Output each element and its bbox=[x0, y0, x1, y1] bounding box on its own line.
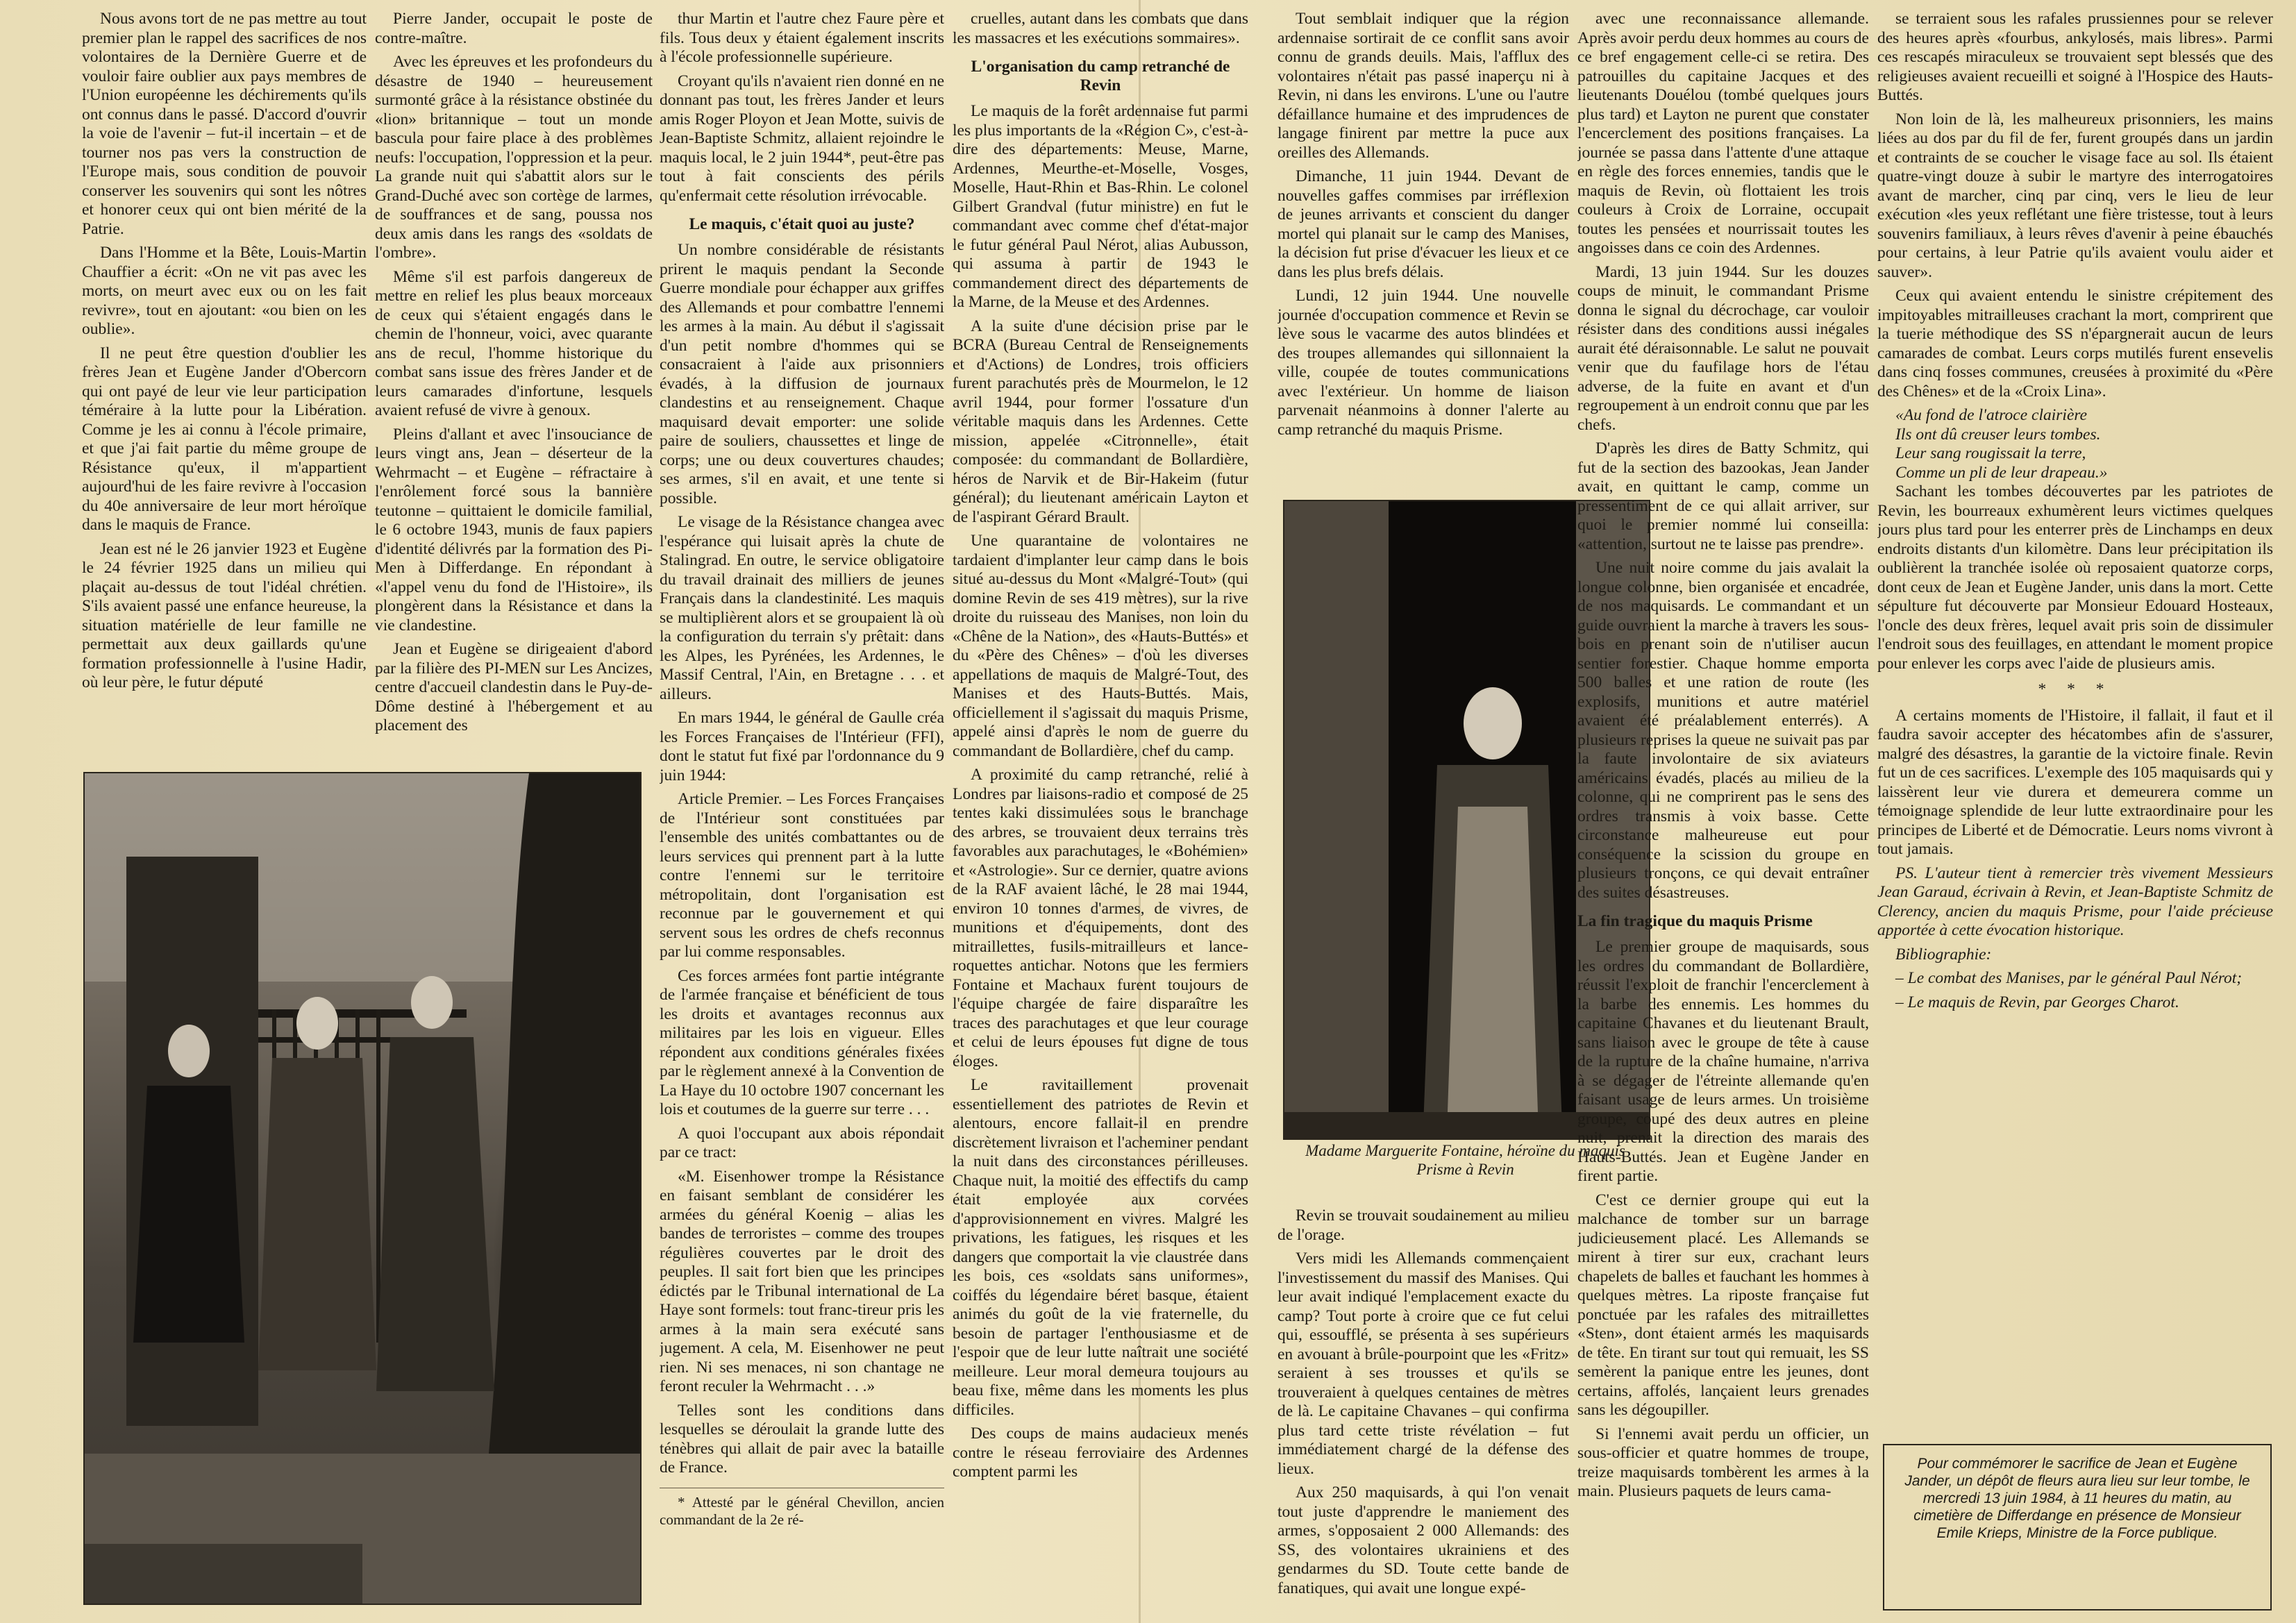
paragraph: se terraient sous les rafales prussiennes pour se relever des heures après «fourbus, ankylosés, mais libres». Parmi ces rescapés miraculeux se trouvaient sept blessés que des religieuses avaient recueilli et soigné à l'Hospice des Hauts-Buttés. bbox=[1877, 10, 2273, 104]
paragraph: Pleins d'allant et avec l'insouciance de leurs vingt ans, Jean – déserteur de la Wehrmacht – et Eugène – réfractaire à l'enrôlement forcé sous la bannière teutonne – quittaient le domicile familial, le 6 octobre 1943, munis de faux papiers d'identité délivrés par la formation des Pi-Men à Differdange. En répondant à «l'appel venu du fond de l'Histoire», ils plongèrent dans la Résistance et dans la vie clandestine. bbox=[375, 425, 653, 634]
bibliography-title: Bibliographie: bbox=[1895, 945, 1992, 964]
verse-line: Ils ont dû creuser leurs tombes. bbox=[1895, 425, 2101, 444]
paragraph: Vers midi les Allemands commençaient l'investissement du massif des Manises. Qui leur avait indiqué l'emplacement exacte du camp? Tout porte à croire que ce fut celui qui, essoufflé, se présenta à ses supérieurs en avouant à brûle-pourpoint que les «Fritz» seraient à ses trousses et qu'ils se trouveraient à quelques centaines de mètres de là. Le capitaine Chavanes – qui confirma plus tard cette triste révélation – fut immédiatement chargé de la défense des lieux. bbox=[1277, 1250, 1569, 1478]
photo-illustration bbox=[85, 773, 640, 1604]
section-heading: La fin tragique du maquis Prisme bbox=[1577, 912, 1813, 930]
paragraph: Le ravitaillement provenait essentiellement des patriotes de Revin et alentours, encore fallait-il en prendre discrètement livraison et l'acheminer pendant la nuit dans des circonstances périlleuses. Chaque nuit, la moitié des effectifs du camp était employée aux corvées d'approvisionnement en vivres. Malgré les privations, les fatigues, les risques et les dangers que comportait la vie claustrée dans les bois, ces «soldats sans uniformes», coiffés du légendaire béret basque, étaient animés du goût de la vie fraternelle, du besoin de partager l'enthousiasme et de l'espoir que de leur lutte naîtrait une société meilleure. Leur moral demeura toujours au beau fixe, même dans les moments les plus difficiles. bbox=[953, 1076, 1248, 1419]
paragraph: Il ne peut être question d'oublier les frères Jean et Eugène Jander d'Obercorn qui ont payé de leur vie leur participation téméraire à la lutte pour la Libération. Comme je les ai connu à l'école primaire, et que j'ai fait partie du même groupe de Résistance qu'eux, il m'appartient aujourd'hui de les faire revivre à l'occasion du 40e anniversaire de leur mort héroïque dans le maquis de France. bbox=[82, 344, 367, 534]
section-heading: Le maquis, c'était quoi au juste? bbox=[689, 215, 915, 233]
paragraph: Le maquis de la forêt ardennaise fut parmi les plus importants de la «Région C», c'est-à-dire des départements: Meuse, Marne, Ardennes, Meurthe-et-Moselle, Vosges, Moselle, Haut-Rhin et Bas-Rhin. Le colonel Gilbert Grandval (futur ministre) en fut le commandant avec comme chef d'état-major le futur général Paul Nérot, alias Aubusson, qui assuma à partir de 1943 le commandement direct des départements de la Marne, de la Meuse et des Ardennes. bbox=[953, 102, 1248, 311]
column-6 bbox=[1577, 10, 1869, 1613]
paragraph: Ces forces armées font partie intégrante de l'armée française et bénéficient de tous les droits et avantages reconnus aux militaires par les lois en vigueur. Elles répondent aux conditions générales fixées par le règlement annexé à la Convention de La Haye du 10 octobre 1907 concernant les lois et coutumes de la guerre sur terre . . . bbox=[660, 966, 944, 1118]
column-5-bottom bbox=[1277, 1206, 1569, 1613]
column-7 bbox=[1877, 10, 2273, 1436]
paragraph: avec une reconnaissance allemande. Après avoir perdu deux hommes au cours de ce bref engagement celle-ci se retira. Des patrouilles du capitaine Jacques et des lieutenants Douélou (tombé quelques jours plus tard) et Layton ne purent que constater l'encerclement des positions françaises. La journée se passa dans l'attente d'une attaque en règle des forces ennemies, tandis que le maquis de Revin, où flottaient les trois couleurs à Croix de Lorraine, occupait toutes les pensées et nourrissait toutes les angoisses dans ce coin des Ardennes. bbox=[1577, 10, 1869, 257]
section-separator: * * * bbox=[2038, 680, 2113, 698]
paragraph: Article Premier. – Les Forces Françaises de l'Intérieur sont constituées par l'ensemble des unités combattantes ou de leurs services qui prennent part à la lutte contre l'ennemi sur le territoire métropolitain, dont l'organisation est reconnue par le gouvernement et qui servent sous les ordres de chefs reconnus par lui comme responsables. bbox=[660, 790, 944, 961]
paragraph: A certains moments de l'Histoire, il fallait, il faut et il faudra savoir accepter des hécatombes afin de s'assurer, malgré des désastres, la garantie de la victoire finale. Revin fut un de ces sacrifices. L'exemple des 105 maquisards qui y laissèrent leur vie durera et demeurera comme un témoignage splendide de leur lutte extraordinaire pour les principes de Liberté et de Démocratie. Leurs noms vivront à tout jamais. bbox=[1877, 706, 2273, 858]
paragraph: A la suite d'une décision prise par le BCRA (Bureau Central de Renseignements et d'Actions) de Londres, trois officiers furent parachutés près de Mourmelon, le 12 avril 1944, pour former l'ossature d'un véritable maquis dans les Ardennes. Cette mission, appelée «Citronnelle», était composée: du commandant de Bollardière, héros de Narvik et de Bir-Hakeim (futur général); du lieutenant américain Layton et de l'aspirant Gérard Brault. bbox=[953, 317, 1248, 526]
paragraph: Une quarantaine de volontaires ne tardaient d'implanter leur camp dans le bois situé au-dessus du Mont «Malgré-Tout» (qui domine Revin de ses 419 mètres), sur la rive droite du ruisseau des Manises, non loin du «Chêne de la Nation», des «Hauts-Buttés» et du «Père des Chênes» – d'où les diverses appellations de maquis de Malgré-Tout, des Manises et des Hauts-Buttés. Mais, officiellement il s'agissait du maquis Prisme, appelé ainsi d'après le nom de guerre du commandant de Bollardière, chef du camp. bbox=[953, 532, 1248, 760]
paragraph: A proximité du camp retranché, relié à Londres par liaisons-radio et composé de 25 tentes kaki dissimulées sous le branchage des arbres, se trouvaient deux terrains très favorables aux parachutages, le «Bohémien» et «Astrologie». Sur ce dernier, quatre avions de la RAF avaient lâché, le 28 mai 1944, environ 10 tonnes d'armes, de vivres, de munitions et d'équipements, dont des mitraillettes, fusils-mitrailleurs et lance-roquettes antichar. Notons que les fermiers Fontaine et Machaux furent toujours de l'équipe chargée de faire disparaître les traces des parachutages et que leur courage et celui de leurs épouses fut digne de tous éloges. bbox=[953, 766, 1248, 1070]
paragraph: C'est ce dernier groupe qui eut la malchance de tomber sur un barrage judicieusement placé. Les Allemands se mirent à tirer sur eux, crachant leurs chapelets de balles et fauchant les hommes à quelques mètres. La riposte française fut ponctuée par les rafales des mitraillettes «Sten», dont étaient armés les maquisards de tête. En tirant sur tout qui remuait, les SS semèrent la panique entre les jeunes, dont certains, affolés, lançaient leurs grenades sans les dégoupiller. bbox=[1577, 1191, 1869, 1419]
postscript: PS. L'auteur tient à remercier très vivement Messieurs Jean Garaud, écrivain à Revin, et Jean-Baptiste Schmitz de Clerency, ancien du maquis Prisme, pour l'aide précieuse apportée à cette évocation historique. bbox=[1877, 864, 2273, 939]
column-1 bbox=[82, 10, 367, 762]
verse-line: «Au fond de l'atroce clairière bbox=[1895, 406, 2088, 424]
paragraph: thur Martin et l'autre chez Faure père et fils. Tous deux y étaient également inscrits à l'école professionnelle supérieure. bbox=[660, 10, 944, 66]
paragraph: Le visage de la Résistance changea avec l'espérance qui luisait après la chute de Stalingrad. En outre, le service obligatoire du travail drainait des milliers de jeunes Français dans la clandestinité. Les maquis se multiplièrent alors et se groupaient là où la configuration du terrain s'y prêtait: dans les Alpes, les Pyrénées, les Ardennes, le Massif Central, l'Ain, en Bretagne . . . et ailleurs. bbox=[660, 513, 944, 703]
paragraph: Des coups de mains audacieux menés contre le réseau ferroviaire des Ardennes comptent parmi les bbox=[953, 1424, 1248, 1481]
paragraph: Dimanche, 11 juin 1944. Devant de nouvelles gaffes commises par irréflexion de jeunes arrivants et conscient du danger mortel qui planait sur le camp des Manises, la décision fut prise d'évacuer les lieux et ce dans les plus brefs délais. bbox=[1277, 167, 1569, 281]
paragraph: «M. Eisenhower trompe la Résistance en faisant semblant de considérer les armées du général Koenig – alias les bandes de terroristes – comme des troupes régulières couvertes par le droit des peuples. Il sait fort bien que les principes édictés par le Tribunal international de La Haye sont formels: tout franc-tireur pris les armes à la main sera exécuté sans jugement. A cela, M. Eisenhower ne peut rien. Ni ses menaces, ni son chantage ne feront reculer la Wehrmacht . . .» bbox=[660, 1167, 944, 1395]
paragraph: Si l'ennemi avait perdu un officier, un sous-officier et quatre hommes de troupe, treize maquisards tombèrent les armes à la main. Plusieurs paquets de leurs cama- bbox=[1577, 1424, 1869, 1500]
column-4 bbox=[953, 10, 1248, 1613]
verse-line: Comme un pli de leur drapeau.» bbox=[1895, 463, 2108, 482]
bibliography-item: – Le combat des Manises, par le général Paul Nérot; bbox=[1895, 969, 2243, 987]
paragraph: Ceux qui avaient entendu le sinistre crépitement des impitoyables mitrailleuses crachant la mort, comprirent que la tuerie méthodique des SS n'épargnerait aucun de leurs camarades de combat. Leurs corps mutilés furent ensevelis dans cinq fosses communes, creusées à proximité du «Père des Chênes» et de la «Croix Lina». bbox=[1877, 287, 2273, 401]
paragraph: Sachant les tombes découvertes par les patriotes de Revin, les bourreaux exhumèrent leurs victimes quelques jours plus tard pour les enterrer près de Linchamps en deux endroits distants d'un kilomètre. Dans leur précipitation ils oublièrent la tranchée isolée où reposaient quatorze corps, dont ceux de Jean et Eugène Jander, unis dans la mort. Cette sépulture fut découverte par Monsieur Edouard Hosteaux, l'oncle des deux frères, lequel avait pris soin de dissimuler l'endroit sous des feuillages, en attendant le moment propice pour enlever les corps avec l'aide de plusieurs amis. bbox=[1877, 482, 2273, 673]
paragraph: Nous avons tort de ne pas mettre au tout premier plan le rappel des sacrifices de nos volontaires de la Dernière Guerre et de vouloir faire oublier aux pays membres de l'Union européenne les déchirements qu'ils ont connus dans le passé. D'accord d'ouvrir la voie de l'avenir – fut-il incertain – et de tourner nos pas vers la construction de l'Europe mais, sous condition de pouvoir conserver les souvenirs qui sont les nôtres et honorer ceux qui ont bien mérité de la Patrie. bbox=[82, 10, 367, 238]
paragraph: Lundi, 12 juin 1944. Une nouvelle journée d'occupation commence et Revin se lève sous le vacarme des autos blindées et des troupes allemandes qui sillonnaient la ville, coupée de toutes communications avec l'extérieur. Un homme de liaison parvenait néanmoins à donner l'alerte au camp retranché du maquis Prisme. bbox=[1277, 287, 1569, 439]
paragraph: Tout semblait indiquer que la région ardennaise sortirait de ce conflit sans avoir connu de grands deuils. Mais, l'afflux des volontaires n'était pas passé inaperçu ni à Revin, ni dans les environs. L'une ou l'autre défaillance humaine et des imprudences de langage finirent par mettre la puce aux oreilles des Allemands. bbox=[1277, 10, 1569, 162]
paragraph: Une nuit noire comme du jais avalait la longue colonne, bien organisée et encadrée, de nos maquisards. Le commandant et un guide ouvraient la marche à travers les sous-bois en prenant soin de n'utiliser aucun sentier forestier. Chaque homme emporta 500 balles et une ration de route (les explosifs, munitions et autre matériel avaient été préalablement enterrés). A plusieurs reprises la queue ne suivait pas par la faute involontaire de six aviateurs américains évadés, placés au milieu de la colonne, qui ne comprirent pas le sens des ordres transmis à voix basse. Cette circonstance malheureuse eut pour conséquence la scission du groupe en plusieurs tronçons, ce qui devait entraîner des suites désastreuses. bbox=[1577, 559, 1869, 902]
paragraph: Telles sont les conditions dans lesquelles se déroulait la grande lutte des ténèbres qui allait de pair avec la bataille de France. bbox=[660, 1401, 944, 1477]
paragraph: A quoi l'occupant aux abois répondait par ce tract: bbox=[660, 1124, 944, 1161]
column-5-top bbox=[1277, 10, 1569, 471]
paragraph: Le premier groupe de maquisards, sous les ordres du commandant de Bollardière, réussit l'exploit de franchir l'encerclement à la barbe des ennemis. Les hommes du capitaine Chavanes et du lieutenant Brault, sans liaison avec le groupe de tête à cause de la rupture de la chaîne humaine, n'arriva à se dégager de l'étreinte allemande qu'en faisant usage de leurs armes. Un troisième groupe, coupé des deux autres en pleine nuit, prenait la direction des marais des Hauts-Buttés. Jean et Eugène Jander en firent partie. bbox=[1577, 938, 1869, 1185]
photo-caption: Madame Marguerite Fontaine, héroïne du maquis Prisme à Revin bbox=[1305, 1142, 1625, 1178]
footnote: * Attesté par le général Chevillon, ancien commandant de la 2e ré- bbox=[660, 1488, 944, 1529]
paragraph: cruelles, autant dans les combats que dans les massacres et les exécutions sommaires». bbox=[953, 10, 1248, 47]
paragraph: Jean et Eugène se dirigeaient d'abord par la filière des PI-MEN sur Les Ancizes, centre d'accueil clandestin dans le Puy-de-Dôme destiné à l'hébergement et au placement des bbox=[375, 640, 653, 734]
commemoration-notice: Pour commémorer le sacrifice de Jean et Eugène Jander, un dépôt de fleurs aura lieu sur leur tombe, le mercredi 13 juin 1984, à 11 heures du matin, au cimetière de Differdange en présence de Monsieur Emile Krieps, Ministre de la Force publique. bbox=[1883, 1444, 2272, 1611]
column-3 bbox=[660, 10, 944, 1613]
paragraph: Revin se trouvait soudainement au milieu de l'orage. bbox=[1277, 1206, 1569, 1244]
paragraph: Mardi, 13 juin 1944. Sur les douzes coups de minuit, le commandant Prisme donna le signal du décrochage, car vouloir résister dans des conditions aussi inégales aurait été déraisonnable. Le salut ne pouvait venir que du faufilage hors de l'étau adverse, de la fuite en avant et d'un regroupement à un endroit connu que par les chefs. bbox=[1577, 262, 1869, 434]
verse-line: Leur sang rougissait la terre, bbox=[1895, 444, 2086, 462]
column-2 bbox=[375, 10, 653, 762]
paragraph: Croyant qu'ils n'avaient rien donné en ne donnant pas tout, les frères Jander et leurs amis Roger Ployon et Jean Motte, suivis de Jean-Baptiste Schmitz, allaient rejoindre le maquis local, le 2 juin 1944*, peut-être pas tout à fait conscients des périls qu'enfermait cette résolution irrévocable. bbox=[660, 72, 944, 205]
paragraph: Dans l'Homme et la Bête, Louis-Martin Chauffier a écrit: «On ne vit pas avec les morts, on meurt avec eux ou on les fait revivre», tout en ajoutant: «ou bien on les oublie». bbox=[82, 244, 367, 338]
photo-three-men bbox=[83, 772, 642, 1605]
paragraph: Aux 250 maquisards, à qui l'on venait tout juste d'apprendre le maniement des armes, s'opposaient 2 000 Allemands: des SS, des volontaires ukrainiens et des gendarmes du SD. Toute cette bande de fanatiques, qui avait une longue expé- bbox=[1277, 1483, 1569, 1597]
bibliography-item: – Le maquis de Revin, par Georges Charot. bbox=[1895, 993, 2179, 1011]
paragraph: D'après les dires de Batty Schmitz, qui fut de la section des bazookas, Jean Jander avait, en quittant le camp, comme un pressentiment de ce qui allait arriver, sur quoi le premier nommé lui conseilla: «attention, surtout ne te laisse pas prendre». bbox=[1577, 439, 1869, 553]
paragraph: En mars 1944, le général de Gaulle créa les Forces Françaises de l'Intérieur (FFI), dont le statut fut fixé par l'ordonnance du 9 juin 1944: bbox=[660, 709, 944, 784]
paragraph: Jean est né le 26 janvier 1923 et Eugène le 24 février 1925 dans un milieu qui plaçait au-dessus de tout l'idéal chrétien. S'ils avaient passé une enfance heureuse, la situation matérielle de leur famille ne permettait aux deux gaillards qu'une formation professionnelle à l'usine Hadir, où leur père, le futur député bbox=[82, 539, 367, 691]
paragraph: Même s'il est parfois dangereux de mettre en relief les plus beaux morceaux de ceux qui s'étaient engagés dans le chemin de l'honneur, voici, avec quarante ans de recul, l'homme historique du combat sans issue des frères Jander et de leurs camarades d'infortune, lesquels avaient refusé de vivre à genoux. bbox=[375, 267, 653, 419]
paragraph: Non loin de là, les malheureux prisonniers, les mains liées au dos par du fil de fer, furent groupés dans un jardin et contraints de se coucher le visage face au sol. Ils étaient quatre-vingt douze à subir le martyre des interrogatoires avant de marcher, cinq par cinq, vers le lieu de leur exécution «les yeux reflétant une fière tristesse, tout à leurs souvenirs familiaux, à leurs rêves d'avenir à peine ébauchés pour certains, à leur Patrie qu'ils avaient voulu aider et sauver». bbox=[1877, 110, 2273, 281]
paragraph: Pierre Jander, occupait le poste de contre-maître. bbox=[375, 10, 653, 47]
paragraph: Avec les épreuves et les profondeurs du désastre de 1940 – heureusement surmonté grâce à la résistance obstinée du «lion» britannique – tout un monde bascula pour faire place à des problèmes neufs: l'occupation, l'oppression et la peur. La grande nuit qui s'abattit alors sur le Grand-Duché avec son cortège de larmes, de souffrances et de sang, poussa nos deux amis dans les rangs des «soldats de l'ombre». bbox=[375, 53, 653, 262]
paragraph: Un nombre considérable de résistants prirent le maquis pendant la Seconde Guerre mondiale pour échapper aux griffes des Allemands et pour combattre l'ennemi les armes à la main. Au début il s'agissait d'un petit nombre d'hommes qui se consacraient à l'aide aux prisonniers évadés, à la diffusion de journaux clandestins et au renseignement. Chaque maquisard devait emporter: une solide paire de souliers, chaussettes et linge de corps; une ou deux couvertures chaudes; ses armes, s'il en avait, et une tente si possible. bbox=[660, 241, 944, 507]
section-heading: L'organisation du camp retranché de Revin bbox=[971, 58, 1230, 94]
